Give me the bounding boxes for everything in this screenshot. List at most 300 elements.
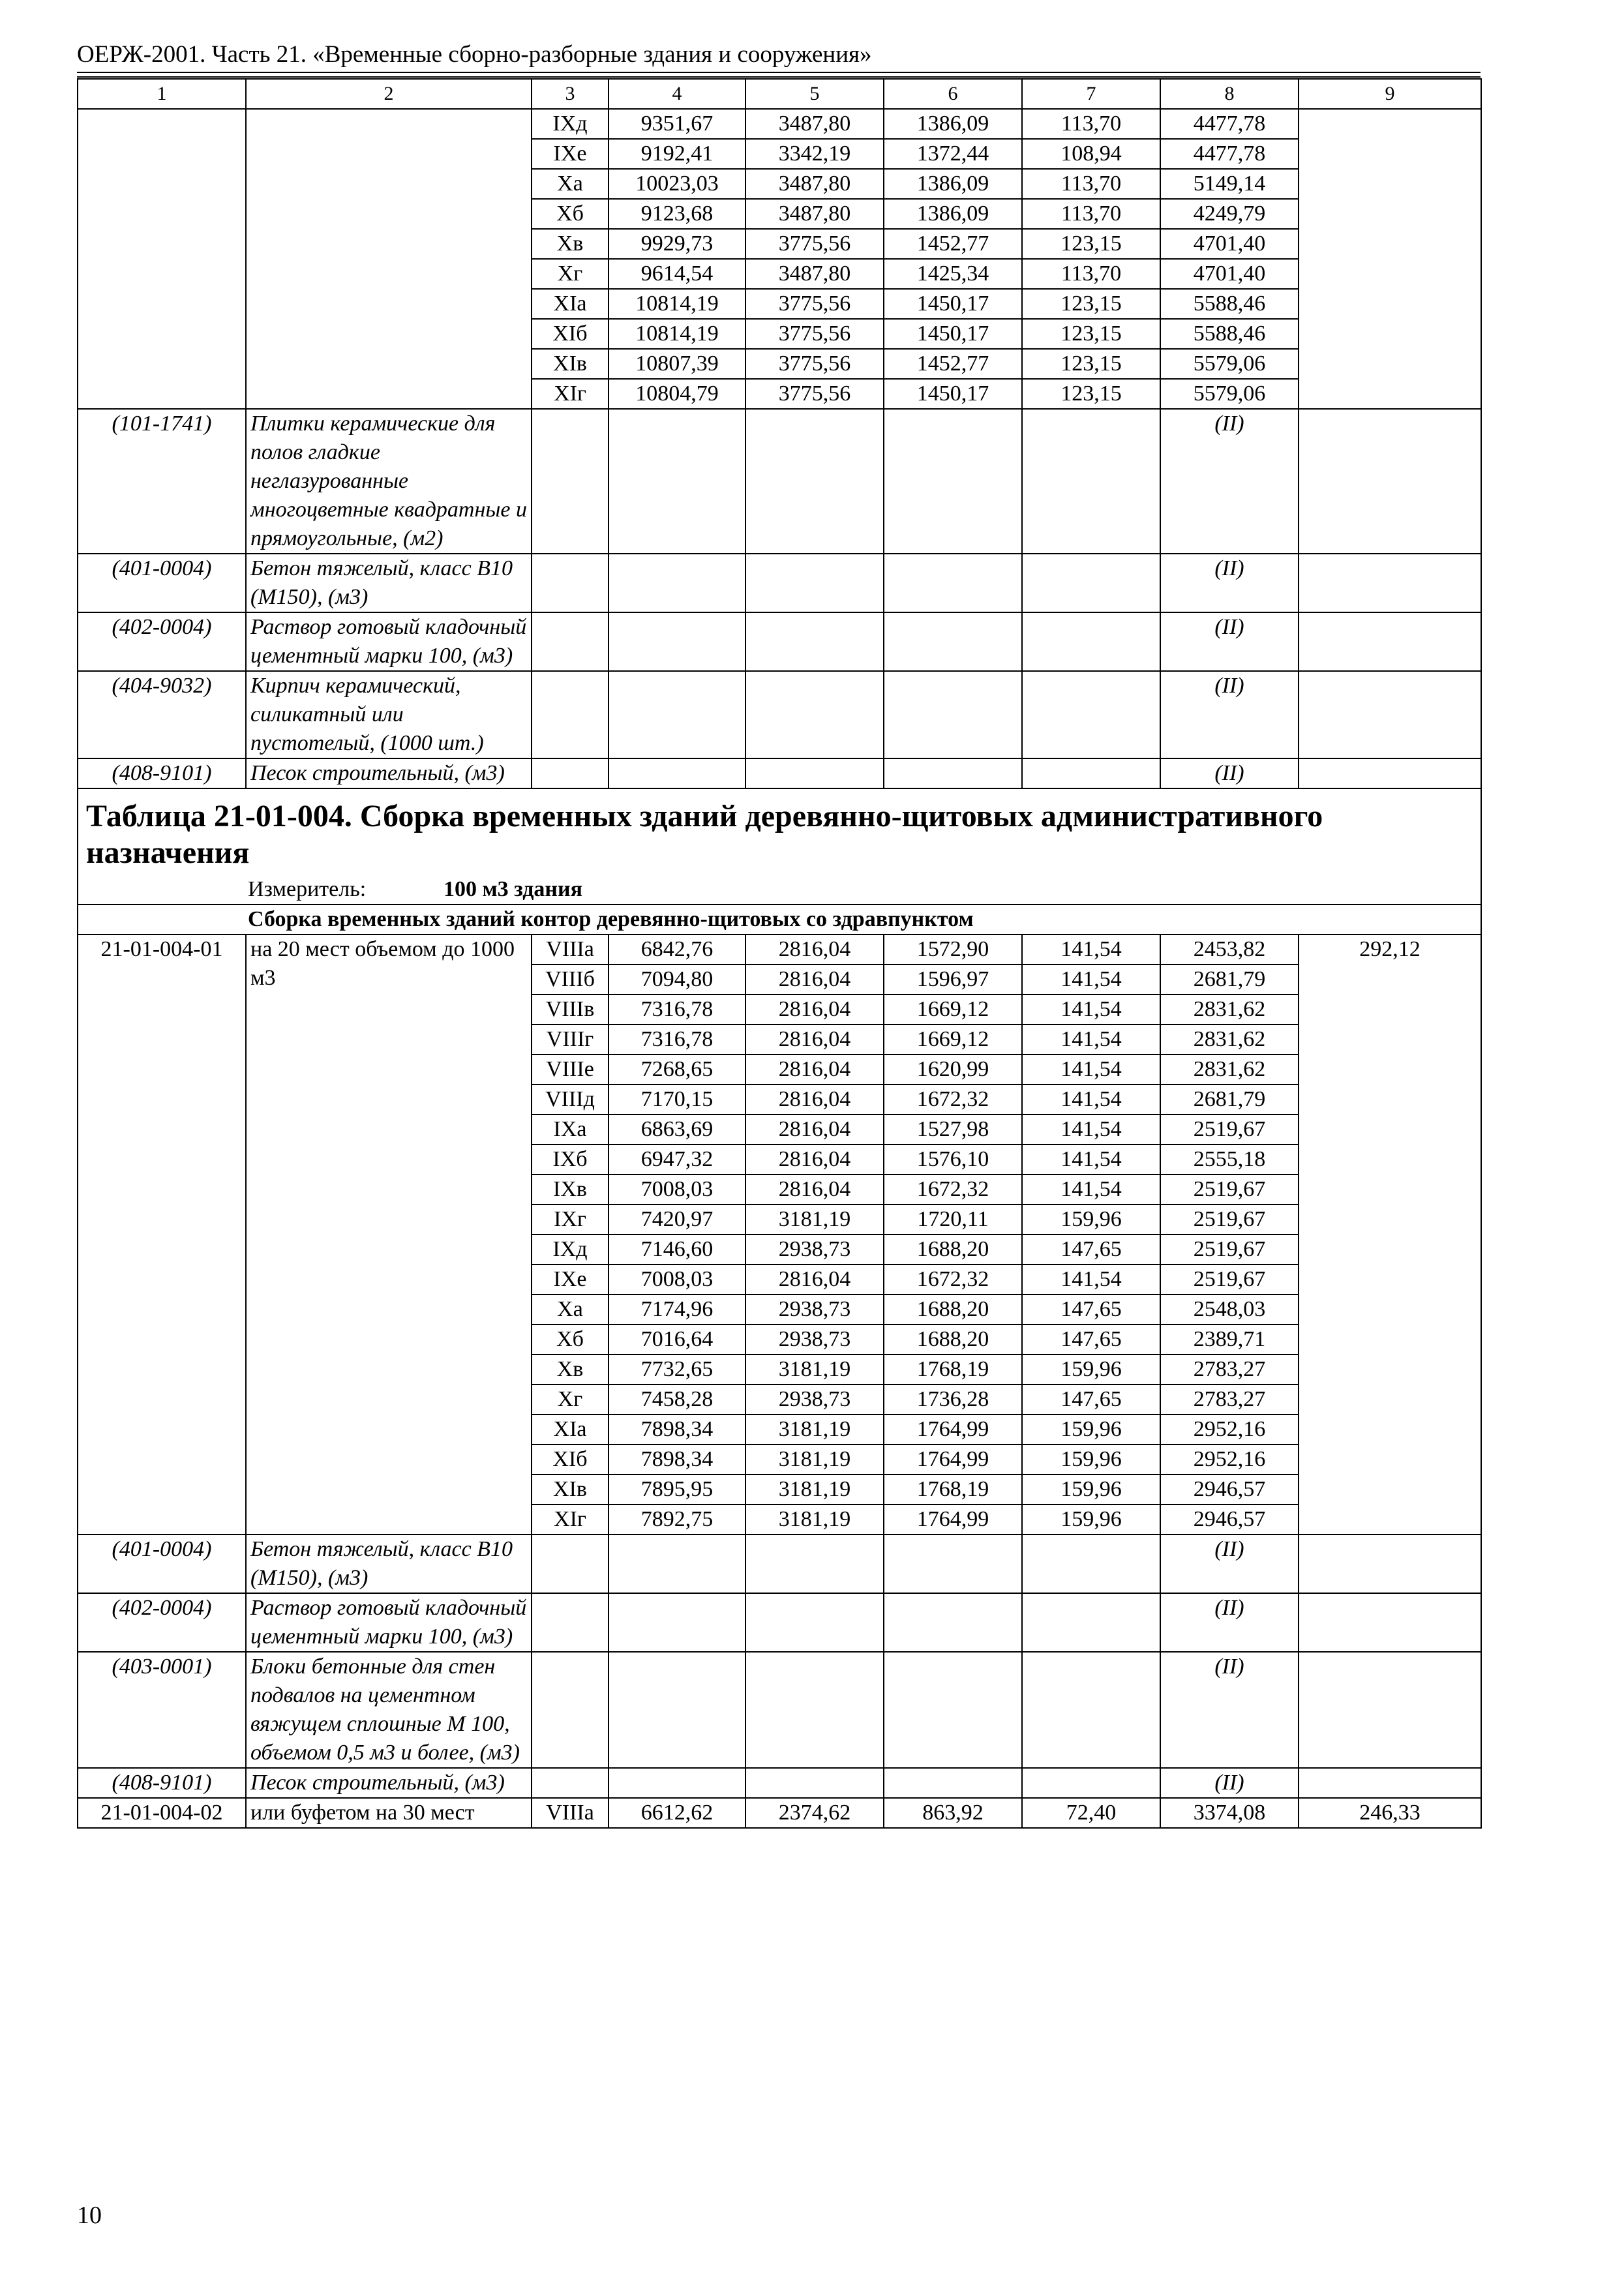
value-cell: 113,70 <box>1022 259 1160 289</box>
material-code: (408-9101) <box>78 1768 246 1798</box>
value-cell: 2938,73 <box>745 1324 884 1354</box>
region-cell: XIг <box>532 379 609 409</box>
unit-row <box>78 875 1481 905</box>
value-cell: 5588,46 <box>1160 319 1299 349</box>
value-cell: 2816,04 <box>745 1115 884 1144</box>
value-cell: 2783,27 <box>1160 1354 1299 1384</box>
empty-cell <box>532 612 609 671</box>
material-name: Кирпич керамический, силикатный или пустотелый, (1000 шт.) <box>246 671 532 758</box>
value-cell: 1527,98 <box>884 1115 1022 1144</box>
value-cell: 3775,56 <box>745 229 884 259</box>
value-cell: 141,54 <box>1022 1174 1160 1204</box>
unit-value: 100 м3 здания <box>444 877 582 901</box>
value-cell: 159,96 <box>1022 1204 1160 1234</box>
value-cell: 4249,79 <box>1160 199 1299 229</box>
material-code: (401-0004) <box>78 1534 246 1593</box>
empty-cell <box>745 1534 884 1593</box>
value-cell: 2816,04 <box>745 1264 884 1294</box>
material-mark: (II) <box>1160 554 1299 612</box>
region-cell: Xв <box>532 229 609 259</box>
value-cell: 7170,15 <box>609 1085 745 1115</box>
material-mark: (II) <box>1160 612 1299 671</box>
material-code: (101-1741) <box>78 409 246 554</box>
empty-cell <box>1022 1593 1160 1652</box>
value-cell: 7898,34 <box>609 1414 745 1444</box>
empty-cell <box>745 1593 884 1652</box>
empty-cell <box>884 1652 1022 1768</box>
value-cell: 3775,56 <box>745 349 884 379</box>
empty-cell <box>884 1534 1022 1593</box>
empty-cell <box>884 671 1022 758</box>
region-cell: XIа <box>532 1414 609 1444</box>
item-col9: 292,12 <box>1299 935 1481 1534</box>
section-row <box>78 905 1481 935</box>
empty-cell <box>1022 758 1160 788</box>
empty-cell <box>1022 1534 1160 1593</box>
value-cell: 6863,69 <box>609 1115 745 1144</box>
price-row <box>78 1798 1481 1828</box>
value-cell: 9351,67 <box>609 109 745 139</box>
material-code: (402-0004) <box>78 612 246 671</box>
value-cell: 5588,46 <box>1160 289 1299 319</box>
material-mark: (II) <box>1160 1652 1299 1768</box>
value-cell: 5579,06 <box>1160 379 1299 409</box>
value-cell: 4701,40 <box>1160 229 1299 259</box>
value-cell: 2938,73 <box>745 1294 884 1324</box>
region-cell: VIIIа <box>532 935 609 965</box>
header-rule <box>77 72 1481 73</box>
value-cell: 3374,08 <box>1160 1798 1299 1828</box>
region-cell: VIIIд <box>532 1085 609 1115</box>
unit-cell <box>78 875 1481 905</box>
region-cell: IXд <box>532 109 609 139</box>
value-cell: 2389,71 <box>1160 1324 1299 1354</box>
value-cell: 1669,12 <box>884 1025 1022 1055</box>
value-cell: 1450,17 <box>884 379 1022 409</box>
empty-cell <box>609 758 745 788</box>
value-cell: 2783,27 <box>1160 1384 1299 1414</box>
value-cell: 6947,32 <box>609 1144 745 1174</box>
value-cell: 147,65 <box>1022 1384 1160 1414</box>
value-cell: 1425,34 <box>884 259 1022 289</box>
region-cell: IXе <box>532 1264 609 1294</box>
region-cell: VIIIа <box>532 1798 609 1828</box>
value-cell: 2831,62 <box>1160 995 1299 1025</box>
column-number: 1 <box>78 79 246 109</box>
value-cell: 2946,57 <box>1160 1474 1299 1504</box>
value-cell: 10804,79 <box>609 379 745 409</box>
value-cell: 1672,32 <box>884 1085 1022 1115</box>
value-cell: 159,96 <box>1022 1504 1160 1534</box>
value-cell: 1669,12 <box>884 995 1022 1025</box>
value-cell: 3487,80 <box>745 199 884 229</box>
value-cell: 7094,80 <box>609 965 745 995</box>
value-cell: 2816,04 <box>745 995 884 1025</box>
value-cell: 147,65 <box>1022 1324 1160 1354</box>
region-cell: XIб <box>532 319 609 349</box>
region-cell: Xб <box>532 199 609 229</box>
column-number-row <box>78 79 1481 109</box>
empty-cell <box>1299 1593 1481 1652</box>
value-cell: 1672,32 <box>884 1174 1022 1204</box>
material-row <box>78 554 1481 612</box>
value-cell: 123,15 <box>1022 319 1160 349</box>
region-cell: IXа <box>532 1115 609 1144</box>
empty-cell <box>532 671 609 758</box>
region-cell: Xв <box>532 1354 609 1384</box>
code-cell-empty <box>78 109 246 409</box>
value-cell: 141,54 <box>1022 1144 1160 1174</box>
price-row <box>78 935 1481 965</box>
value-cell: 7268,65 <box>609 1055 745 1085</box>
material-code: (401-0004) <box>78 554 246 612</box>
empty-cell <box>609 409 745 554</box>
material-code: (402-0004) <box>78 1593 246 1652</box>
value-cell: 2831,62 <box>1160 1025 1299 1055</box>
region-cell: Xг <box>532 259 609 289</box>
empty-cell <box>532 758 609 788</box>
value-cell: 9192,41 <box>609 139 745 169</box>
material-mark: (II) <box>1160 1768 1299 1798</box>
value-cell: 3487,80 <box>745 169 884 199</box>
value-cell: 3775,56 <box>745 379 884 409</box>
value-cell: 1386,09 <box>884 109 1022 139</box>
value-cell: 7732,65 <box>609 1354 745 1384</box>
value-cell: 2681,79 <box>1160 965 1299 995</box>
empty-cell <box>532 1593 609 1652</box>
material-row <box>78 1768 1481 1798</box>
table-title: Таблица 21-01-004. Сборка временных зданий деревянно-щитовых административного назначения <box>78 788 1481 875</box>
column-number: 7 <box>1022 79 1160 109</box>
value-cell: 7316,78 <box>609 1025 745 1055</box>
name-cell-empty <box>246 109 532 409</box>
value-cell: 2519,67 <box>1160 1174 1299 1204</box>
empty-cell <box>884 1768 1022 1798</box>
value-cell: 1620,99 <box>884 1055 1022 1085</box>
empty-cell <box>1299 1534 1481 1593</box>
material-mark: (II) <box>1160 409 1299 554</box>
empty-cell <box>1022 612 1160 671</box>
value-cell: 123,15 <box>1022 229 1160 259</box>
empty-cell <box>745 1652 884 1768</box>
value-cell: 141,54 <box>1022 1115 1160 1144</box>
value-cell: 1764,99 <box>884 1444 1022 1474</box>
empty-cell <box>609 612 745 671</box>
value-cell: 108,94 <box>1022 139 1160 169</box>
value-cell: 7898,34 <box>609 1444 745 1474</box>
value-cell: 159,96 <box>1022 1354 1160 1384</box>
value-cell: 1688,20 <box>884 1324 1022 1354</box>
value-cell: 2831,62 <box>1160 1055 1299 1085</box>
empty-cell <box>745 1768 884 1798</box>
value-cell: 7420,97 <box>609 1204 745 1234</box>
material-row <box>78 1652 1481 1768</box>
column-number: 6 <box>884 79 1022 109</box>
value-cell: 3181,19 <box>745 1444 884 1474</box>
region-cell: Xб <box>532 1324 609 1354</box>
value-cell: 113,70 <box>1022 199 1160 229</box>
value-cell: 123,15 <box>1022 289 1160 319</box>
value-cell: 1688,20 <box>884 1294 1022 1324</box>
rates-table <box>77 78 1482 1829</box>
value-cell: 141,54 <box>1022 1025 1160 1055</box>
empty-cell <box>1299 1768 1481 1798</box>
material-name: Блоки бетонные для стен подвалов на цементном вяжущем сплошные М 100, объемом 0,5 м3 и более, (м3) <box>246 1652 532 1768</box>
material-name: Бетон тяжелый, класс В10 (М150), (м3) <box>246 1534 532 1593</box>
value-cell: 3342,19 <box>745 139 884 169</box>
column-number: 3 <box>532 79 609 109</box>
value-cell: 1386,09 <box>884 169 1022 199</box>
value-cell: 1768,19 <box>884 1354 1022 1384</box>
value-cell: 3775,56 <box>745 289 884 319</box>
value-cell: 2938,73 <box>745 1234 884 1264</box>
value-cell: 3181,19 <box>745 1504 884 1534</box>
page-number: 10 <box>77 2202 102 2229</box>
empty-cell <box>609 554 745 612</box>
empty-cell <box>884 612 1022 671</box>
region-cell: IXв <box>532 1174 609 1204</box>
empty-cell <box>532 409 609 554</box>
region-cell: VIIIг <box>532 1025 609 1055</box>
region-cell: XIг <box>532 1504 609 1534</box>
material-code: (403-0001) <box>78 1652 246 1768</box>
material-row <box>78 671 1481 758</box>
value-cell: 147,65 <box>1022 1294 1160 1324</box>
unit-label: Измеритель: <box>248 877 367 901</box>
price-row <box>78 109 1481 139</box>
value-cell: 5579,06 <box>1160 349 1299 379</box>
value-cell: 1572,90 <box>884 935 1022 965</box>
material-row <box>78 1593 1481 1652</box>
region-cell: VIIIб <box>532 965 609 995</box>
value-cell: 2519,67 <box>1160 1264 1299 1294</box>
header-rule <box>77 76 1481 78</box>
value-cell: 3487,80 <box>745 109 884 139</box>
value-cell: 2816,04 <box>745 1174 884 1204</box>
material-code: (404-9032) <box>78 671 246 758</box>
value-cell: 3181,19 <box>745 1354 884 1384</box>
value-cell: 10814,19 <box>609 319 745 349</box>
empty-cell <box>745 758 884 788</box>
value-cell: 141,54 <box>1022 935 1160 965</box>
value-cell: 141,54 <box>1022 965 1160 995</box>
value-cell: 2952,16 <box>1160 1414 1299 1444</box>
material-mark: (II) <box>1160 758 1299 788</box>
value-cell: 141,54 <box>1022 1085 1160 1115</box>
empty-cell <box>1299 1652 1481 1768</box>
empty-cell <box>884 758 1022 788</box>
empty-cell <box>1022 554 1160 612</box>
value-cell: 2681,79 <box>1160 1085 1299 1115</box>
value-cell: 2519,67 <box>1160 1234 1299 1264</box>
value-cell: 2453,82 <box>1160 935 1299 965</box>
item-code: 21-01-004-01 <box>78 935 246 1534</box>
material-row <box>78 758 1481 788</box>
value-cell: 1452,77 <box>884 229 1022 259</box>
value-cell: 2816,04 <box>745 965 884 995</box>
value-cell: 1576,10 <box>884 1144 1022 1174</box>
empty-cell <box>745 612 884 671</box>
value-cell: 4477,78 <box>1160 109 1299 139</box>
region-cell: IXе <box>532 139 609 169</box>
empty-cell <box>609 1768 745 1798</box>
item-name: или буфетом на 30 мест <box>246 1798 532 1828</box>
col9-cell-empty <box>1299 109 1481 409</box>
material-name: Песок строительный, (м3) <box>246 1768 532 1798</box>
value-cell: 1452,77 <box>884 349 1022 379</box>
value-cell: 7008,03 <box>609 1264 745 1294</box>
empty-cell <box>609 1534 745 1593</box>
empty-cell <box>1022 1652 1160 1768</box>
value-cell: 1450,17 <box>884 319 1022 349</box>
region-cell: VIIIе <box>532 1055 609 1085</box>
material-row <box>78 1534 1481 1593</box>
region-cell: XIв <box>532 349 609 379</box>
region-cell: Xа <box>532 1294 609 1324</box>
value-cell: 7146,60 <box>609 1234 745 1264</box>
empty-cell <box>609 671 745 758</box>
empty-cell <box>1299 612 1481 671</box>
column-number: 4 <box>609 79 745 109</box>
region-cell: Xа <box>532 169 609 199</box>
material-name: Плитки керамические для полов гладкие неглазурованные многоцветные квадратные и прямоугольные, (м2) <box>246 409 532 554</box>
value-cell: 141,54 <box>1022 995 1160 1025</box>
value-cell: 1764,99 <box>884 1414 1022 1444</box>
value-cell: 9123,68 <box>609 199 745 229</box>
region-cell: XIа <box>532 289 609 319</box>
value-cell: 3181,19 <box>745 1414 884 1444</box>
value-cell: 7174,96 <box>609 1294 745 1324</box>
item-code: 21-01-004-02 <box>78 1798 246 1828</box>
empty-cell <box>745 671 884 758</box>
empty-cell <box>532 554 609 612</box>
material-name: Песок строительный, (м3) <box>246 758 532 788</box>
empty-cell <box>609 1652 745 1768</box>
empty-cell <box>1022 671 1160 758</box>
value-cell: 2816,04 <box>745 1055 884 1085</box>
region-cell: IXг <box>532 1204 609 1234</box>
value-cell: 1768,19 <box>884 1474 1022 1504</box>
material-name: Бетон тяжелый, класс В10 (М150), (м3) <box>246 554 532 612</box>
empty-cell <box>884 1593 1022 1652</box>
column-number: 2 <box>246 79 532 109</box>
value-cell: 9614,54 <box>609 259 745 289</box>
empty-cell <box>745 409 884 554</box>
item-name: на 20 мест объемом до 1000 м3 <box>246 935 532 1534</box>
value-cell: 2952,16 <box>1160 1444 1299 1474</box>
value-cell: 2816,04 <box>745 1025 884 1055</box>
value-cell: 1764,99 <box>884 1504 1022 1534</box>
value-cell: 10023,03 <box>609 169 745 199</box>
value-cell: 4477,78 <box>1160 139 1299 169</box>
value-cell: 10814,19 <box>609 289 745 319</box>
value-cell: 1386,09 <box>884 199 1022 229</box>
value-cell: 113,70 <box>1022 109 1160 139</box>
region-cell: IXб <box>532 1144 609 1174</box>
value-cell: 141,54 <box>1022 1055 1160 1085</box>
material-row <box>78 409 1481 554</box>
value-cell: 123,15 <box>1022 349 1160 379</box>
section-cell <box>78 905 1481 935</box>
value-cell: 2548,03 <box>1160 1294 1299 1324</box>
empty-cell <box>1022 409 1160 554</box>
empty-cell <box>745 554 884 612</box>
empty-cell <box>1299 758 1481 788</box>
column-number: 5 <box>745 79 884 109</box>
material-mark: (II) <box>1160 671 1299 758</box>
value-cell: 159,96 <box>1022 1414 1160 1444</box>
material-row <box>78 612 1481 671</box>
value-cell: 7458,28 <box>609 1384 745 1414</box>
material-code: (408-9101) <box>78 758 246 788</box>
column-number: 8 <box>1160 79 1299 109</box>
item-col9: 246,33 <box>1299 1798 1481 1828</box>
region-cell: Xг <box>532 1384 609 1414</box>
value-cell: 7316,78 <box>609 995 745 1025</box>
value-cell: 147,65 <box>1022 1234 1160 1264</box>
value-cell: 7016,64 <box>609 1324 745 1354</box>
value-cell: 6612,62 <box>609 1798 745 1828</box>
empty-cell <box>1299 554 1481 612</box>
region-cell: IXд <box>532 1234 609 1264</box>
value-cell: 2946,57 <box>1160 1504 1299 1534</box>
value-cell: 7008,03 <box>609 1174 745 1204</box>
value-cell: 7895,95 <box>609 1474 745 1504</box>
section-title: Сборка временных зданий контор деревянно-щитовых со здравпунктом <box>248 907 974 931</box>
empty-cell <box>532 1652 609 1768</box>
empty-cell <box>532 1534 609 1593</box>
value-cell: 1720,11 <box>884 1204 1022 1234</box>
value-cell: 3181,19 <box>745 1204 884 1234</box>
value-cell: 1372,44 <box>884 139 1022 169</box>
value-cell: 1736,28 <box>884 1384 1022 1414</box>
value-cell: 2519,67 <box>1160 1204 1299 1234</box>
value-cell: 6842,76 <box>609 935 745 965</box>
value-cell: 1688,20 <box>884 1234 1022 1264</box>
value-cell: 3487,80 <box>745 259 884 289</box>
material-name: Раствор готовый кладочный цементный марки 100, (м3) <box>246 612 532 671</box>
region-cell: XIв <box>532 1474 609 1504</box>
value-cell: 1450,17 <box>884 289 1022 319</box>
table-title-row <box>78 788 1481 875</box>
empty-cell <box>1022 1768 1160 1798</box>
empty-cell <box>884 409 1022 554</box>
empty-cell <box>884 554 1022 612</box>
value-cell: 9929,73 <box>609 229 745 259</box>
page-header: ОЕРЖ-2001. Часть 21. «Временные сборно-разборные здания и сооружения» <box>77 41 872 68</box>
value-cell: 2374,62 <box>745 1798 884 1828</box>
value-cell: 2938,73 <box>745 1384 884 1414</box>
empty-cell <box>532 1768 609 1798</box>
region-cell: VIIIв <box>532 995 609 1025</box>
region-cell: XIб <box>532 1444 609 1474</box>
value-cell: 1672,32 <box>884 1264 1022 1294</box>
value-cell: 1596,97 <box>884 965 1022 995</box>
empty-cell <box>1299 671 1481 758</box>
value-cell: 2555,18 <box>1160 1144 1299 1174</box>
value-cell: 3775,56 <box>745 319 884 349</box>
value-cell: 3181,19 <box>745 1474 884 1504</box>
value-cell: 2519,67 <box>1160 1115 1299 1144</box>
value-cell: 2816,04 <box>745 935 884 965</box>
material-name: Раствор готовый кладочный цементный марки 100, (м3) <box>246 1593 532 1652</box>
empty-cell <box>1299 409 1481 554</box>
value-cell: 159,96 <box>1022 1474 1160 1504</box>
value-cell: 863,92 <box>884 1798 1022 1828</box>
value-cell: 141,54 <box>1022 1264 1160 1294</box>
value-cell: 7892,75 <box>609 1504 745 1534</box>
value-cell: 72,40 <box>1022 1798 1160 1828</box>
